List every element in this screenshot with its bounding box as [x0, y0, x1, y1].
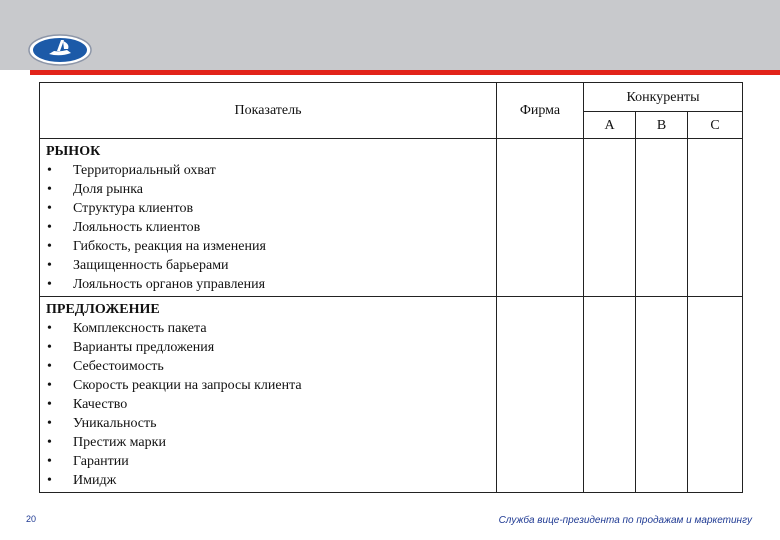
cell-competitor-c: [688, 297, 743, 493]
item-list: [46, 161, 490, 294]
page-number: 20: [26, 514, 37, 524]
section-row-offer: [40, 297, 743, 493]
list-item: • Имидж: [46, 471, 490, 490]
section-row-market: [40, 139, 743, 297]
list-item: • Лояльность клиентов: [46, 218, 490, 237]
footer-department: Служба вице-президента по продажам и маркетингу: [498, 515, 752, 526]
section-offer: [40, 297, 497, 493]
item-list: [46, 319, 490, 490]
header-row: [40, 83, 743, 112]
header-competitor-b: В: [636, 112, 688, 139]
list-item: • Скорость реакции на запросы клиента: [46, 376, 490, 395]
list-item: • Варианты предложения: [46, 338, 490, 357]
cell-competitor-a: [584, 297, 636, 493]
analysis-table: [39, 82, 743, 493]
section-market: [40, 139, 497, 297]
cell-competitor-b: [636, 297, 688, 493]
section-title: ПРЕДЛОЖЕНИЕ: [46, 302, 160, 317]
list-item: • Престиж марки: [46, 433, 490, 452]
list-item: • Гибкость, реакция на изменения: [46, 237, 490, 256]
header-competitor-a: А: [584, 112, 636, 139]
list-item: • Структура клиентов: [46, 199, 490, 218]
list-item: • Гарантии: [46, 452, 490, 471]
cell-competitor-c: [688, 139, 743, 297]
list-item: • Себестоимость: [46, 357, 490, 376]
accent-line: [30, 70, 780, 75]
cell-firm: [497, 139, 584, 297]
list-item: • Защищенность барьерами: [46, 256, 490, 275]
header-firm: Фирма: [497, 83, 584, 139]
header-competitors: Конкуренты: [584, 83, 743, 112]
cell-firm: [497, 297, 584, 493]
list-item: • Доля рынка: [46, 180, 490, 199]
lada-logo-icon: [27, 32, 93, 68]
header-indicator: Показатель: [40, 83, 497, 139]
cell-competitor-a: [584, 139, 636, 297]
list-item: • Лояльность органов управления: [46, 275, 490, 294]
header-band: [0, 0, 780, 70]
section-title: РЫНОК: [46, 144, 101, 159]
list-item: • Территориальный охват: [46, 161, 490, 180]
header-competitor-c: С: [688, 112, 743, 139]
cell-competitor-b: [636, 139, 688, 297]
list-item: • Комплексность пакета: [46, 319, 490, 338]
list-item: • Качество: [46, 395, 490, 414]
list-item: • Уникальность: [46, 414, 490, 433]
